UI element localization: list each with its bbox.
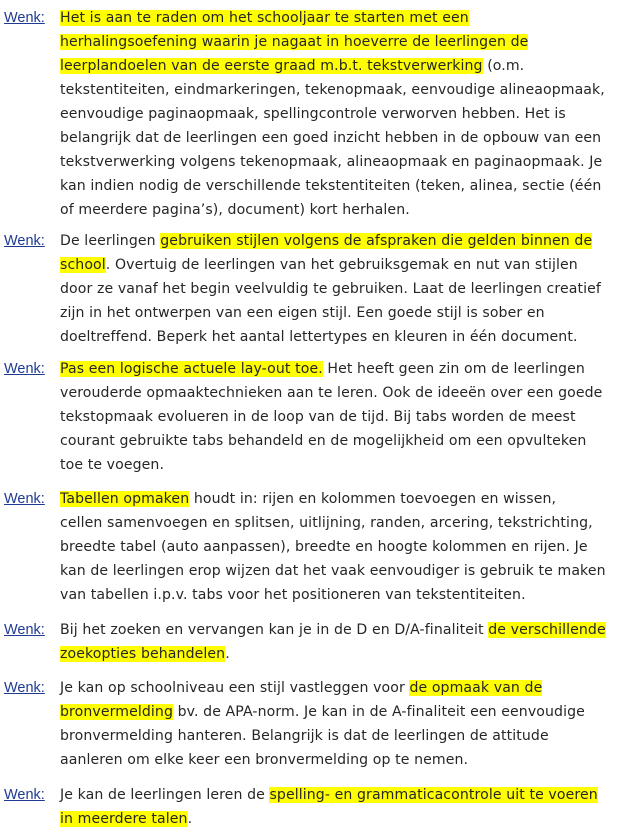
text-run: . <box>225 646 230 662</box>
text-run: kan de leerlingen erop wijzen dat het vaak eenvoudiger is gebruik te maken <box>60 563 606 579</box>
text-run: tekstentiteiten, eindmarkeringen, tekenopmaak, eenvoudige alineaopmaak, <box>60 82 605 98</box>
text-line <box>60 325 628 349</box>
text-line <box>60 511 628 535</box>
text-line <box>60 783 628 807</box>
text-line <box>60 6 628 30</box>
note-label[interactable]: Wenk: <box>4 787 45 803</box>
highlighted-text: de opmaak van de <box>409 680 543 696</box>
text-line <box>60 174 628 198</box>
highlighted-text: de verschillende <box>488 622 606 638</box>
text-line <box>60 150 628 174</box>
text-line <box>60 724 628 748</box>
text-line <box>60 357 628 381</box>
note-label[interactable]: Wenk: <box>4 361 45 377</box>
text-run: verouderde opmaaktechnieken aan te leren. Ook de ideeën over een goede <box>60 385 603 401</box>
text-line <box>60 126 628 150</box>
text-run: kan indien nodig de verschillende tekstentiteiten (teken, alinea, sectie (één <box>60 178 602 194</box>
text-run: bronvermelding hanteren. Belangrijk is dat de leerlingen de attitude <box>60 728 549 744</box>
text-run: Het heeft geen zin om de leerlingen <box>322 361 585 377</box>
text-line <box>60 405 628 429</box>
text-line <box>60 748 628 772</box>
text-run: aanleren om elke keer een bronvermelding op te nemen. <box>60 752 469 768</box>
text-line <box>60 559 628 583</box>
text-run: van tabellen i.p.v. tabs voor het positioneren van tekstentiteiten. <box>60 587 526 603</box>
text-line <box>60 198 628 222</box>
text-run: breedte tabel (auto aanpassen), breedte en hoogte kolommen en rijen. Je <box>60 539 588 555</box>
text-run: houdt in: rijen en kolommen toevoegen en wissen, <box>189 491 557 507</box>
text-run: zijn in het ontwerpen van een eigen stijl. Een goede stijl is sober en <box>60 305 545 321</box>
text-line <box>60 277 628 301</box>
highlighted-text: in meerdere talen <box>60 811 188 827</box>
note-text <box>60 487 628 607</box>
text-run: eenvoudige paginaopmaak, spellingcontrole verworven hebben. Het is <box>60 106 566 122</box>
text-run: toe te voegen. <box>60 457 165 473</box>
highlighted-text: school <box>60 257 106 273</box>
note-label[interactable]: Wenk: <box>4 233 45 249</box>
note-label[interactable]: Wenk: <box>4 491 45 507</box>
text-line <box>60 429 628 453</box>
text-line <box>60 618 628 642</box>
highlighted-text: zoekopties behandelen <box>60 646 226 662</box>
note-text <box>60 676 628 772</box>
text-line <box>60 676 628 700</box>
text-run: doeltreffend. Beperk het aantal lettertypes en kleuren in één document. <box>60 329 578 345</box>
text-line <box>60 381 628 405</box>
text-line <box>60 535 628 559</box>
note-label[interactable]: Wenk: <box>4 622 45 638</box>
text-line <box>60 78 628 102</box>
highlighted-text: Het is aan te raden om het schooljaar te starten met een <box>60 10 469 26</box>
text-line <box>60 301 628 325</box>
text-run: bv. de APA-norm. Je kan in de A-finaliteit een eenvoudige <box>173 704 585 720</box>
note-text <box>60 618 628 666</box>
highlighted-text: spelling- en grammaticacontrole uit te voeren <box>269 787 598 803</box>
text-line <box>60 583 628 607</box>
highlighted-text: gebruiken stijlen volgens de afspraken die gelden binnen de <box>160 233 593 249</box>
text-run: door ze vanaf het begin veelvuldig te gebruiken. Laat de leerlingen creatief <box>60 281 601 297</box>
highlighted-text: herhalingsoefening waarin je nagaat in hoeverre de leerlingen de <box>60 34 529 50</box>
text-line <box>60 453 628 477</box>
highlighted-text: bronvermelding <box>60 704 174 720</box>
text-line <box>60 54 628 78</box>
note-label[interactable]: Wenk: <box>4 10 45 26</box>
text-line <box>60 30 628 54</box>
text-line <box>60 642 628 666</box>
text-line <box>60 229 628 253</box>
text-run: Je kan de leerlingen leren de <box>60 787 270 803</box>
note-label[interactable]: Wenk: <box>4 680 45 696</box>
note-text <box>60 6 628 222</box>
text-run: Je kan op schoolniveau een stijl vastleggen voor <box>60 680 410 696</box>
note-text <box>60 783 628 831</box>
text-run: of meerdere pagina’s), document) kort herhalen. <box>60 202 410 218</box>
text-run: belangrijk dat de leerlingen een goed inzicht hebben in de opbouw van een <box>60 130 602 146</box>
text-run: De leerlingen <box>60 233 161 249</box>
text-line <box>60 700 628 724</box>
text-line <box>60 487 628 511</box>
note-text <box>60 357 628 477</box>
text-run: . <box>187 811 193 827</box>
text-run: tekstopmaak evolueren in de loop van de tijd. Bij tabs worden de meest <box>60 409 576 425</box>
text-run: courant gebruikte tabs behandeld en de mogelijkheid om een opvulteken <box>60 433 587 449</box>
text-run: tekstverwerking volgens tekenopmaak, alineaopmaak en paginaopmaak. Je <box>60 154 603 170</box>
highlighted-text: Tabellen opmaken <box>60 491 190 507</box>
highlighted-text: leerplandoelen van de eerste graad m.b.t. tekstverwerking <box>60 58 483 74</box>
text-run: Bij het zoeken en vervangen kan je in de D en D/A-finaliteit <box>60 622 489 638</box>
note-text <box>60 229 628 349</box>
text-run: cellen samenvoegen en splitsen, uitlijning, randen, arcering, tekstrichting, <box>60 515 593 531</box>
text-line <box>60 807 628 831</box>
highlighted-text: Pas een logische actuele lay-out toe. <box>60 361 323 377</box>
text-line <box>60 102 628 126</box>
text-line <box>60 253 628 277</box>
text-run: . Overtuig de leerlingen van het gebruiksgemak en nut van stijlen <box>105 257 578 273</box>
text-run: (o.m. <box>482 58 525 74</box>
